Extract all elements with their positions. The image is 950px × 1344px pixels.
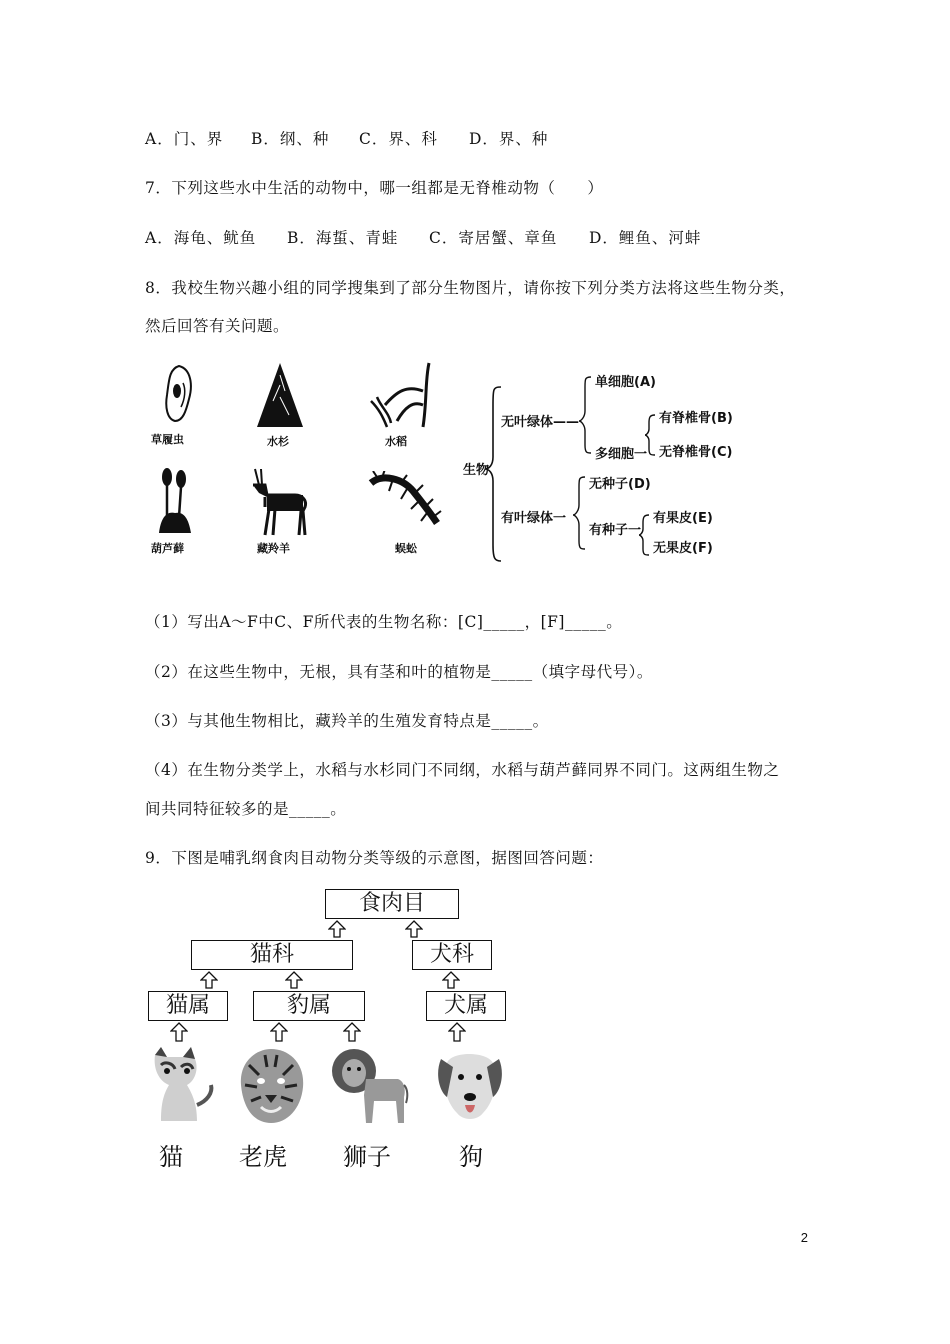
arrow-up-icon bbox=[170, 1022, 188, 1042]
q9-stem: 9．下图是哺乳纲食肉目动物分类等级的示意图，据图回答问题： bbox=[145, 849, 604, 867]
q7-option-d: D．鲤鱼、河蚌 bbox=[589, 229, 702, 247]
q8-subquestion-3: （3）与其他生物相比，藏羚羊的生殖发育特点是_____。 bbox=[145, 712, 549, 730]
key-unicellular: 单细胞(A) bbox=[595, 375, 656, 390]
box-canis: 犬属 bbox=[426, 991, 506, 1021]
q7-option-c: C．寄居蟹、章鱼 bbox=[429, 229, 558, 247]
moss-image bbox=[155, 467, 195, 537]
label-paramecium: 草履虫 bbox=[151, 433, 184, 446]
carnivora-hierarchy-figure bbox=[145, 885, 515, 1175]
page-number: 2 bbox=[800, 1230, 808, 1245]
rice-image bbox=[367, 361, 437, 431]
lion-photo bbox=[330, 1045, 410, 1127]
q8-subquestion-1: （1）写出A～F中C、F所代表的生物名称：[C]_____，[F]_____。 bbox=[145, 613, 623, 631]
centipede-image bbox=[363, 471, 443, 535]
tiger-photo bbox=[235, 1045, 307, 1127]
q7-option-b: B．海蜇、青蛙 bbox=[287, 229, 399, 247]
q8-stem-line2: 然后回答有关问题。 bbox=[145, 317, 290, 335]
metasequoia-image bbox=[255, 361, 305, 431]
label-antelope: 藏羚羊 bbox=[257, 542, 290, 555]
label-centipede: 蜈蚣 bbox=[395, 542, 417, 555]
dog-photo bbox=[437, 1045, 503, 1127]
key-has-chlorophyll: 有叶绿体一 bbox=[501, 511, 567, 526]
q6-option-c: C．界、科 bbox=[359, 130, 438, 148]
label-lion: 狮子 bbox=[343, 1143, 391, 1171]
key-vertebrate: 有脊椎骨(B) bbox=[659, 411, 733, 426]
label-dog: 狗 bbox=[459, 1143, 483, 1171]
q8-subquestion-2: （2）在这些生物中，无根，具有茎和叶的植物是_____（填字母代号）。 bbox=[145, 663, 653, 681]
box-felis: 猫属 bbox=[148, 991, 228, 1021]
arrow-up-icon bbox=[442, 971, 460, 989]
q6-option-a: A．门、界 bbox=[145, 130, 224, 148]
key-without-pericarp: 无果皮(F) bbox=[653, 541, 713, 556]
label-tiger: 老虎 bbox=[239, 1143, 287, 1171]
arrow-up-icon bbox=[285, 971, 303, 989]
box-panthera: 豹属 bbox=[253, 991, 365, 1021]
arrow-up-icon bbox=[448, 1022, 466, 1042]
arrow-up-icon bbox=[200, 971, 218, 989]
label-cat: 猫 bbox=[159, 1143, 183, 1171]
q7-options bbox=[145, 226, 701, 248]
key-seed: 有种子一 bbox=[589, 523, 642, 538]
label-moss: 葫芦藓 bbox=[151, 542, 184, 555]
antelope-image bbox=[245, 467, 315, 539]
key-root: 生物 bbox=[463, 463, 490, 478]
q6-option-b: B．纲、种 bbox=[251, 130, 330, 148]
q8-subquestion-4-line2: 间共同特征较多的是_____。 bbox=[145, 800, 347, 818]
label-rice: 水稻 bbox=[385, 435, 407, 448]
key-no-seed: 无种子(D) bbox=[589, 477, 651, 492]
q7-stem: 7．下列这些水中生活的动物中，哪一组都是无脊椎动物（ ） bbox=[145, 179, 604, 197]
q8-subquestion-4-line1: （4）在生物分类学上，水稻与水杉同门不同纲，水稻与葫芦藓同界不同门。这两组生物之 bbox=[145, 761, 780, 779]
key-no-chlorophyll: 无叶绿体—— bbox=[501, 415, 580, 430]
box-felidae: 猫科 bbox=[191, 940, 353, 970]
q8-stem-line1: 8．我校生物兴趣小组的同学搜集到了部分生物图片，请你按下列分类方法将这些生物分类， bbox=[145, 279, 796, 297]
box-carnivora: 食肉目 bbox=[325, 889, 459, 919]
q7-option-a: A．海龟、鱿鱼 bbox=[145, 229, 257, 247]
box-canidae: 犬科 bbox=[412, 940, 492, 970]
key-invertebrate: 无脊椎骨(C) bbox=[659, 445, 733, 460]
arrow-up-icon bbox=[328, 920, 346, 938]
arrow-up-icon bbox=[270, 1022, 288, 1042]
label-metasequoia: 水杉 bbox=[267, 435, 289, 448]
arrow-up-icon bbox=[405, 920, 423, 938]
paramecium-image bbox=[159, 363, 199, 425]
key-with-pericarp: 有果皮(E) bbox=[653, 511, 713, 526]
q6-options bbox=[145, 127, 548, 149]
key-multicellular: 多细胞一 bbox=[595, 447, 648, 462]
cat-photo bbox=[147, 1045, 215, 1127]
q6-option-d: D．界、种 bbox=[469, 130, 549, 148]
arrow-up-icon bbox=[343, 1022, 361, 1042]
classification-figure bbox=[145, 355, 765, 570]
